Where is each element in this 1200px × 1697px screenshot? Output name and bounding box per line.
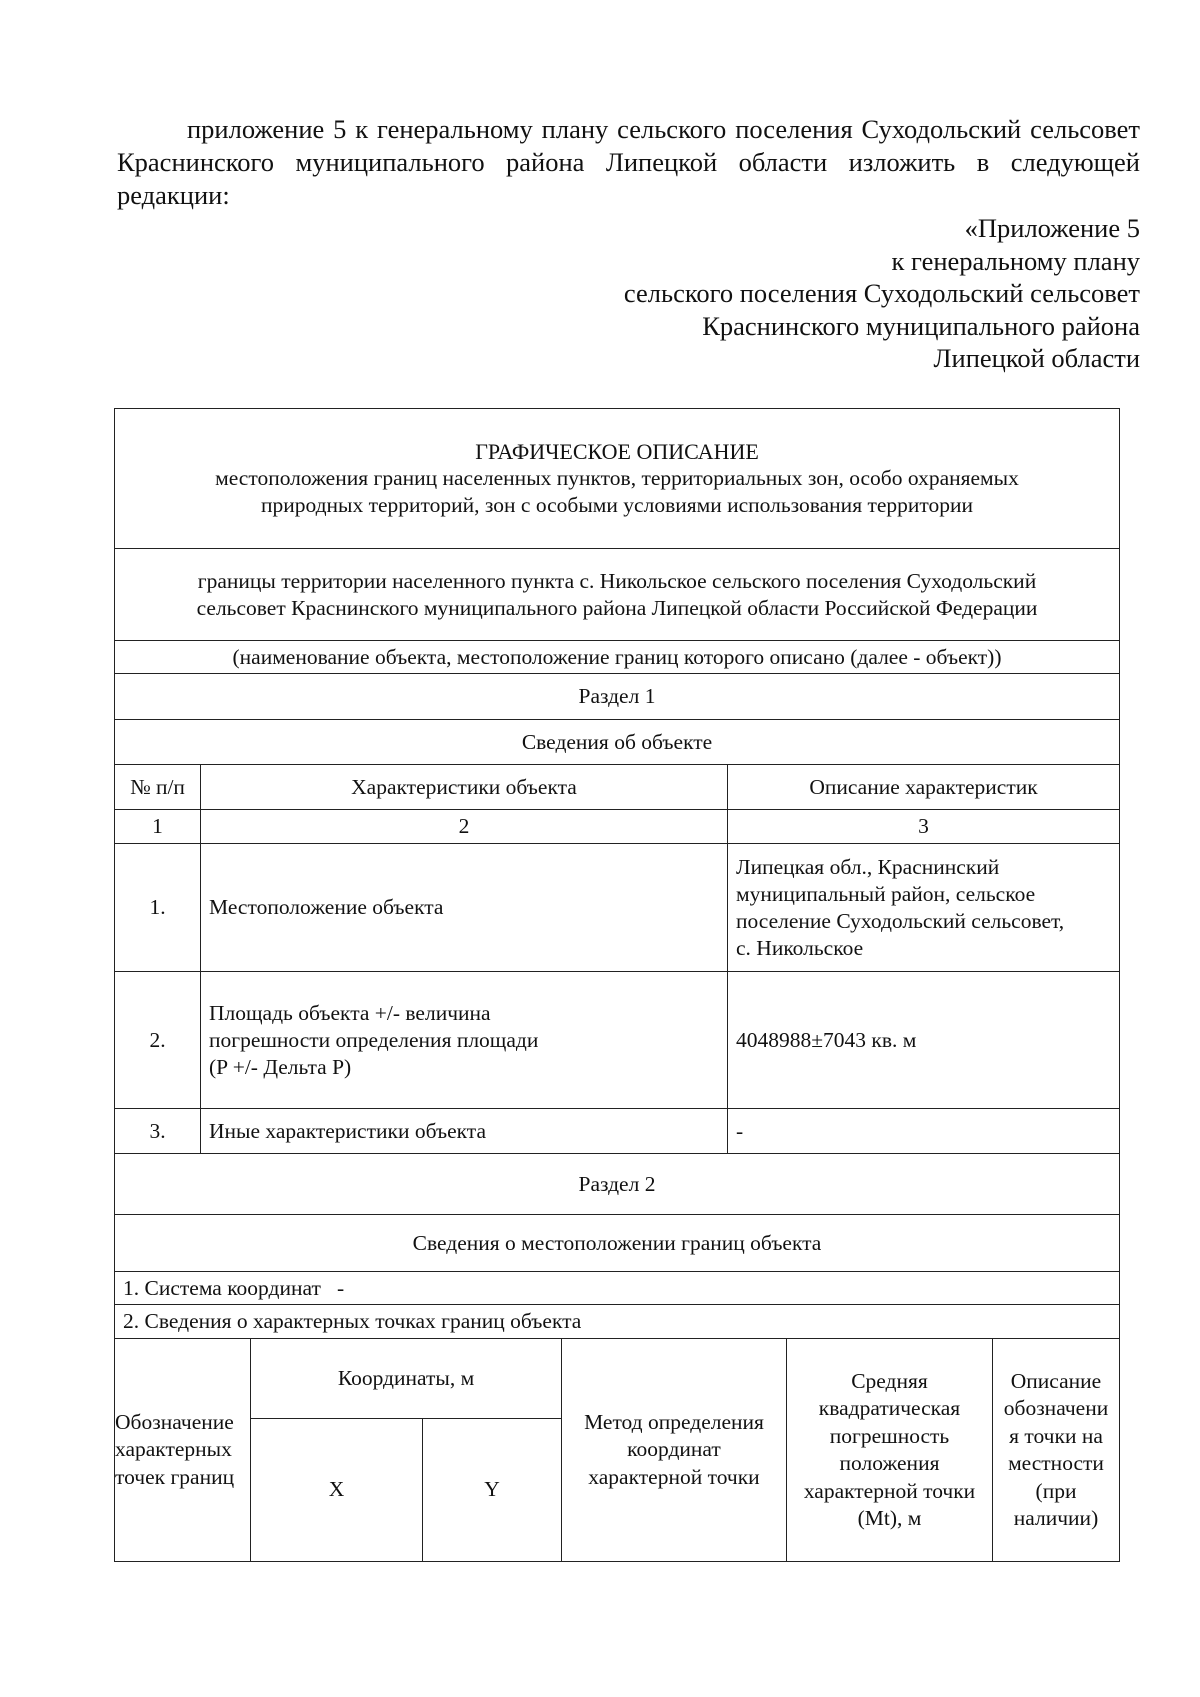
intro-text: приложение 5 к генеральному плану сельского поселения Суходольский сельсовет Краснинского муниципального района Липецкой области изложить в следующей редакции: <box>117 114 1140 210</box>
header-line: (при <box>1035 1478 1077 1503</box>
header-line: я точки на <box>1009 1423 1103 1448</box>
object-name-line: границы территории населенного пункта с. Никольское сельского поселения Суходольский <box>197 568 1037 593</box>
header-line: Обозначение <box>115 1409 234 1434</box>
table-row <box>115 844 1119 972</box>
column-number: 3 <box>918 814 929 838</box>
table1-number-row <box>115 810 1119 844</box>
row-value: 4048988±7043 кв. м <box>736 1027 917 1052</box>
header-number: № п/п <box>115 765 201 809</box>
section-1-title-text: Сведения об объекте <box>521 729 713 754</box>
row-name-line: (P +/- Дельта P) <box>209 1054 352 1079</box>
section-2-title-text: Сведения о местоположении границ объекта <box>412 1230 822 1255</box>
object-caption-text: (наименование объекта, местоположение границ которого описано (далее - объект)) <box>232 644 1002 669</box>
appendix-line: «Приложение 5 <box>964 213 1140 243</box>
points-desc-header <box>993 1339 1119 1561</box>
row-value-line: с. Никольское <box>736 935 864 960</box>
row-value-line: муниципальный район, сельское <box>736 881 1036 906</box>
section-2-label: Раздел 2 <box>578 1171 656 1196</box>
coordinate-system-text: 1. Система координат - <box>123 1275 345 1300</box>
coordinate-system-row <box>115 1272 1119 1305</box>
header-line: квадратическая <box>818 1396 961 1420</box>
coord-y-header: Y <box>484 1477 500 1502</box>
section-2-heading <box>115 1154 1119 1215</box>
row-number: 1. <box>115 844 201 971</box>
column-number: 2 <box>201 810 728 843</box>
object-name-line: сельсовет Краснинского муниципального района Липецкой области Российской Федерации <box>196 595 1038 620</box>
section-1-heading <box>115 674 1119 720</box>
header-line: характерной точки <box>588 1464 760 1489</box>
header-description: Описание характеристик <box>809 774 1038 799</box>
header-characteristics: Характеристики объекта <box>201 765 728 809</box>
table-row <box>115 1109 1119 1154</box>
points-mt-header <box>787 1339 993 1561</box>
appendix-line: Липецкой области <box>933 343 1140 373</box>
row-name-line: погрешности определения площади <box>209 1027 539 1052</box>
header-line: точек границ <box>115 1464 235 1489</box>
form-title-block <box>115 409 1119 549</box>
row-name <box>201 972 728 1108</box>
coords-label: Координаты, м <box>251 1339 561 1419</box>
points-title-row <box>115 1305 1119 1339</box>
points-header <box>115 1339 1119 1561</box>
header-line: обозначени <box>1003 1396 1109 1420</box>
row-number: 2. <box>115 972 201 1108</box>
table-row <box>115 972 1119 1109</box>
section-1-title <box>115 720 1119 765</box>
section-2-title <box>115 1215 1119 1272</box>
header-line: Метод определения <box>584 1409 764 1434</box>
header-line: координат <box>627 1437 721 1462</box>
form-subtitle: природных территорий, зон с особыми условиями использования территории <box>260 493 974 517</box>
form-title: ГРАФИЧЕСКОЕ ОПИСАНИЕ <box>475 439 759 464</box>
coords-xy <box>251 1419 561 1561</box>
row-name: Иные характеристики объекта <box>201 1109 728 1153</box>
header-line: (Mt), м <box>857 1506 922 1530</box>
row-value-line: поселение Суходольский сельсовет, <box>736 908 1065 933</box>
row-name-line: Площадь объекта +/- величина <box>209 1000 491 1025</box>
row-value-line: Липецкая обл., Краснинский <box>736 854 1000 879</box>
appendix-line: Краснинского муниципального района <box>702 310 1140 341</box>
header-line: местности <box>1008 1451 1104 1475</box>
header-line: наличии) <box>1013 1506 1099 1530</box>
appendix-line: к генеральному плану <box>891 245 1140 276</box>
object-name-block <box>115 549 1119 641</box>
header-line: характерной точки <box>803 1478 976 1503</box>
header-line: положения <box>839 1451 940 1475</box>
points-name-header <box>115 1339 251 1561</box>
appendix-header <box>624 212 1140 375</box>
object-caption <box>115 641 1119 674</box>
points-title-text: 2. Сведения о характерных точках границ объекта <box>123 1309 582 1333</box>
section-1-label: Раздел 1 <box>578 684 656 708</box>
header-line: погрешность <box>829 1423 950 1448</box>
column-number: 1 <box>115 810 201 843</box>
points-coords-header <box>251 1339 562 1561</box>
row-name: Местоположение объекта <box>201 844 728 971</box>
header-line: характерных <box>115 1437 232 1462</box>
intro-paragraph <box>117 113 1140 212</box>
row-value: - <box>736 1118 744 1143</box>
row-value <box>728 844 1119 971</box>
header-line: Средняя <box>851 1368 928 1393</box>
appendix-line: сельского поселения Суходольский сельсовет <box>623 278 1140 308</box>
graphic-description-form <box>114 408 1120 1562</box>
header-line: Описание <box>1010 1368 1102 1393</box>
coord-x-header: X <box>251 1419 423 1561</box>
form-subtitle: местоположения границ населенных пунктов, территориальных зон, особо охраняемых <box>215 466 1019 490</box>
row-number: 3. <box>115 1109 201 1153</box>
points-method-header <box>562 1339 787 1561</box>
table1-header-row <box>115 765 1119 810</box>
